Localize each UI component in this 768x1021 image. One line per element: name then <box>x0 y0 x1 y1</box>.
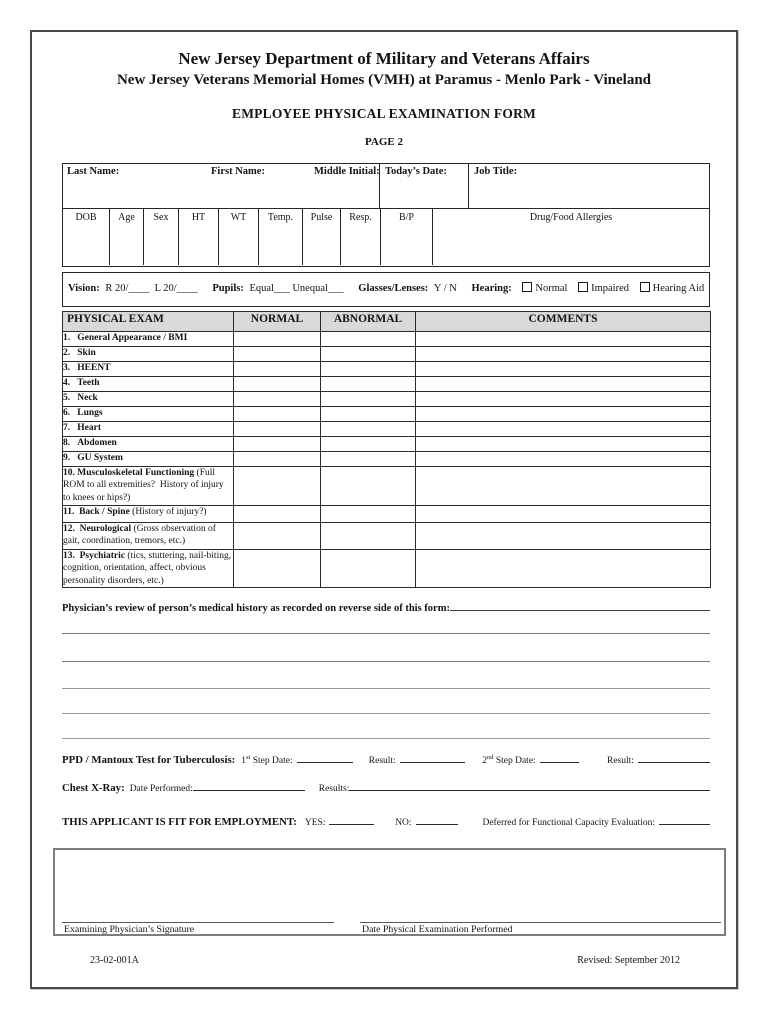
abnormal-cell <box>321 523 416 550</box>
physician-signature-label: Examining Physician’s Signature <box>64 924 195 935</box>
vitals-header-dob: DOB <box>63 209 110 265</box>
exam-header-row <box>63 312 711 332</box>
vitals-header-temp: Temp. <box>259 209 303 265</box>
hearing-option-hearing-aid: Hearing Aid <box>632 283 705 294</box>
fit-for-employment-line <box>62 814 710 828</box>
comments-cell <box>416 332 711 347</box>
vitals-header-ht: HT <box>179 209 219 265</box>
comments-cell <box>416 550 711 588</box>
comments-cell <box>416 422 711 437</box>
identity-table <box>62 163 710 267</box>
deferred-label: Deferred for Functional Capacity Evaluation: <box>482 818 656 828</box>
comments-cell <box>416 437 711 452</box>
vision-blanks: R 20/____ L 20/____ <box>105 283 198 294</box>
comments-cell <box>416 467 711 506</box>
comments-cell <box>416 407 711 422</box>
exam-row-back-spine: 11. Back / Spine (History of injury?) <box>63 506 711 523</box>
physician-signature-line <box>62 922 334 923</box>
exam-row-lungs: 6. Lungs <box>63 407 711 422</box>
abnormal-cell <box>321 422 416 437</box>
date-performed-blank <box>193 780 305 791</box>
xray-results-label: Results: <box>318 784 350 794</box>
comments-cell <box>416 362 711 377</box>
abnormal-cell <box>321 362 416 377</box>
vitals-header-resp: Resp. <box>341 209 381 265</box>
comments-cell <box>416 506 711 523</box>
abnormal-cell <box>321 506 416 523</box>
date-performed-label: Date Performed: <box>129 784 193 794</box>
normal-cell <box>234 362 321 377</box>
abnormal-cell <box>321 437 416 452</box>
vitals-header-age: Age <box>110 209 144 265</box>
step2-date-blank <box>540 752 579 763</box>
normal-cell <box>234 437 321 452</box>
result2-blank <box>638 752 710 763</box>
exam-row-abdomen: 8. Abdomen <box>63 437 711 452</box>
physician-review-label: Physician’s review of person’s medical history as recorded on reverse side of this form: <box>62 603 450 614</box>
identity-name-row <box>63 164 709 209</box>
vitals-row <box>63 209 709 265</box>
document-subtitle: New Jersey Veterans Memorial Homes (VMH) at Paramus - Menlo Park - Vineland <box>116 72 652 88</box>
ruled-line <box>62 738 710 739</box>
exam-row-heart: 7. Heart <box>63 422 711 437</box>
no-blank <box>416 814 459 825</box>
physician-review-line <box>62 599 710 614</box>
hearing-option-normal: Normal <box>514 283 567 294</box>
abnormal-cell <box>321 452 416 467</box>
exam-row-neurological: 12. Neurological (Gross observation of gait, coordination, tremors, etc.) <box>63 523 711 550</box>
form-number: 23-02-001A <box>90 955 139 966</box>
checkbox-icon <box>522 282 532 292</box>
exam-header-abnormal: ABNORMAL <box>321 312 416 332</box>
exam-row-general-appearance: 1. General Appearance / BMI <box>63 332 711 347</box>
normal-cell <box>234 422 321 437</box>
normal-cell <box>234 377 321 392</box>
abnormal-cell <box>321 377 416 392</box>
no-label: NO: <box>395 818 412 828</box>
normal-cell <box>234 392 321 407</box>
ruled-line <box>62 713 710 714</box>
revision-date: Revised: September 2012 <box>577 955 680 966</box>
abnormal-cell <box>321 407 416 422</box>
normal-cell <box>234 467 321 506</box>
middle-initial-label: Middle Initial: <box>314 166 380 177</box>
step1-date-label: 1st Step Date: <box>241 754 293 766</box>
normal-cell <box>234 523 321 550</box>
step2-date-label: 2nd Step Date: <box>482 754 536 766</box>
yes-blank <box>329 814 374 825</box>
step1-date-blank <box>297 752 353 763</box>
page-number: PAGE 2 <box>365 136 403 148</box>
abnormal-cell <box>321 332 416 347</box>
vitals-header-pulse: Pulse <box>303 209 341 265</box>
exam-row-neck: 5. Neck <box>63 392 711 407</box>
chest-xray-line <box>62 780 710 794</box>
signature-box <box>53 848 726 936</box>
abnormal-cell <box>321 550 416 588</box>
name-cell <box>63 164 380 208</box>
physical-exam-table <box>62 311 711 588</box>
pupils-blanks: Equal___ Unequal___ <box>249 283 344 294</box>
exam-row-musculoskeletal: 10. Musculoskeletal Functioning (Full ROM to all extremities? History of injury to knees or hips?) <box>63 467 711 506</box>
vision-label: Vision: <box>68 283 100 294</box>
comments-cell <box>416 347 711 362</box>
glasses-lenses-value: Y / N <box>433 283 457 294</box>
abnormal-cell <box>321 392 416 407</box>
normal-cell <box>234 332 321 347</box>
ruled-line <box>62 633 710 634</box>
comments-cell <box>416 377 711 392</box>
exam-header-physical-exam: PHYSICAL EXAM <box>63 312 234 332</box>
deferred-blank <box>659 814 710 825</box>
exam-row-psychiatric: 13. Psychiatric (tics, stuttering, nail-biting, cognition, orientation, affect, obvious personality disorders, etc.) <box>63 550 711 588</box>
comments-cell <box>416 392 711 407</box>
last-name-label: Last Name: <box>67 166 120 177</box>
checkbox-icon <box>578 282 588 292</box>
result1-label: Result: <box>368 756 396 766</box>
todays-date-cell: Today’s Date: <box>380 164 469 208</box>
checkbox-icon <box>640 282 650 292</box>
glasses-lenses-label: Glasses/Lenses: <box>358 283 429 294</box>
comments-cell <box>416 523 711 550</box>
pupils-label: Pupils: <box>212 283 244 294</box>
exam-row-teeth: 4. Teeth <box>63 377 711 392</box>
exam-row-gu-system: 9. GU System <box>63 452 711 467</box>
exam-header-comments: COMMENTS <box>416 312 711 332</box>
fit-label: THIS APPLICANT IS FIT FOR EMPLOYMENT: <box>62 816 297 828</box>
exam-date-line <box>360 922 721 923</box>
normal-cell <box>234 347 321 362</box>
yes-label: YES: <box>304 818 326 828</box>
normal-cell <box>234 452 321 467</box>
vitals-header-wt: WT <box>219 209 259 265</box>
job-title-cell: Job Title: <box>474 166 518 177</box>
form-title: EMPLOYEE PHYSICAL EXAMINATION FORM <box>232 106 536 121</box>
first-name-label: First Name: <box>211 166 265 177</box>
abnormal-cell <box>321 347 416 362</box>
vitals-header-bp: B/P <box>381 209 433 265</box>
ppd-label: PPD / Mantoux Test for Tuberculosis: <box>62 754 236 766</box>
ppd-mantoux-line <box>62 752 710 766</box>
exam-row-skin: 2. Skin <box>63 347 711 362</box>
ruled-line <box>62 688 710 689</box>
exam-row-heent: 3. HEENT <box>63 362 711 377</box>
exam-header-normal: NORMAL <box>234 312 321 332</box>
comments-cell <box>416 452 711 467</box>
ruled-line <box>62 661 710 662</box>
hearing-label: Hearing: <box>471 283 512 294</box>
result2-label: Result: <box>607 756 634 766</box>
chest-xray-label: Chest X-Ray: <box>62 782 125 794</box>
hearing-option-impaired: Impaired <box>570 283 629 294</box>
result1-blank <box>400 752 466 763</box>
vitals-header-sex: Sex <box>144 209 179 265</box>
normal-cell <box>234 407 321 422</box>
physician-review-blank <box>450 599 710 611</box>
xray-results-blank <box>349 780 710 791</box>
document-title: New Jersey Department of Military and Veterans Affairs <box>178 49 590 68</box>
abnormal-cell <box>321 467 416 506</box>
normal-cell <box>234 506 321 523</box>
exam-date-label: Date Physical Examination Performed <box>362 924 513 935</box>
vision-hearing-row <box>62 272 710 307</box>
normal-cell <box>234 550 321 588</box>
vitals-header-allergies: Drug/Food Allergies <box>529 212 613 223</box>
